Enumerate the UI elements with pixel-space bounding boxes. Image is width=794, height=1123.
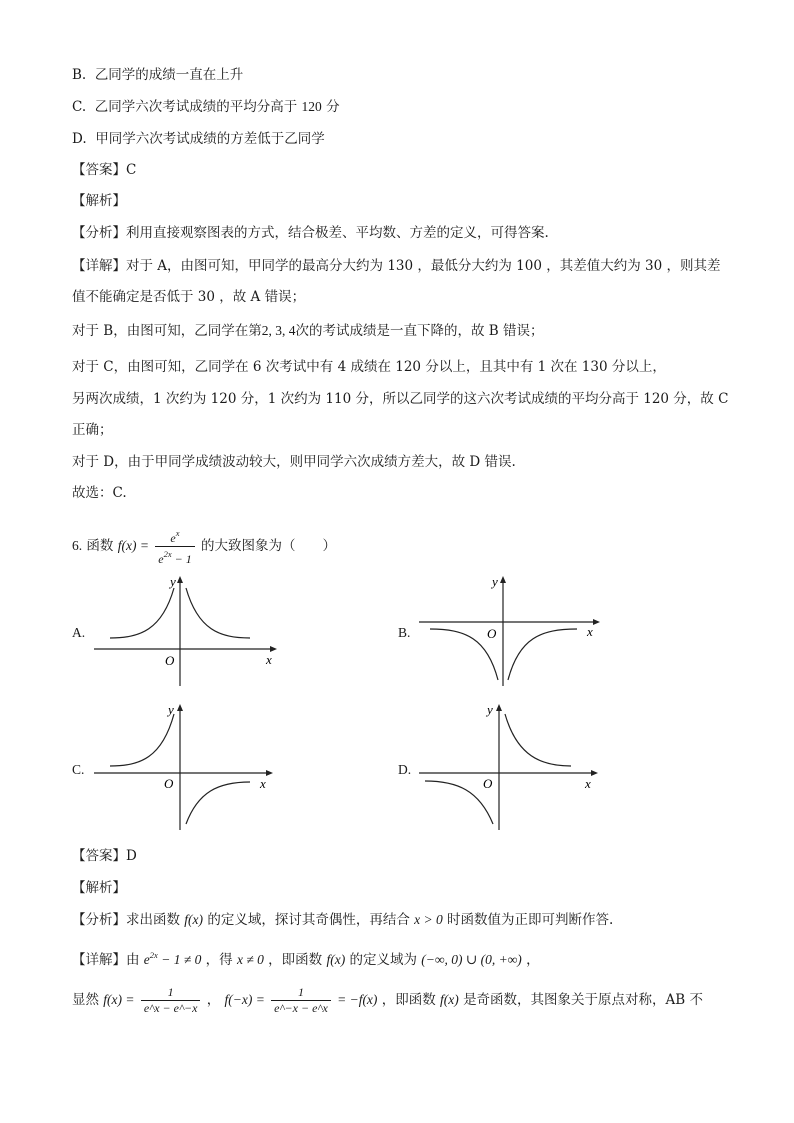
curve-right — [186, 782, 250, 824]
graph-a-label: A. — [72, 625, 86, 640]
detail-text: 对于 C，由图可知，乙同学在 6 次考试中有 4 成绩在 120 分以上，且其中有 1 次在 130 分以上， — [72, 359, 666, 375]
q5-detail-line-1 — [72, 257, 721, 275]
y-axis-arrow — [500, 576, 506, 583]
q5-answer — [72, 161, 136, 179]
q6-detail-line-1 — [72, 946, 540, 969]
detail-text: ，即函数 — [381, 992, 436, 1008]
detail-text: 的定义域为 — [349, 952, 417, 968]
x-axis-arrow — [591, 770, 598, 776]
fraction-denominator: e^x − e^−x — [141, 1000, 201, 1016]
graph-d-label: D. — [398, 762, 412, 777]
function-name: f(x) — [184, 912, 204, 927]
origin-label: O — [164, 776, 174, 791]
detail-text: 是奇函数，其图象关于原点对称，AB 不 — [463, 992, 704, 1008]
option-number: 120 — [301, 99, 322, 114]
y-axis-arrow — [496, 704, 502, 711]
stem-text: 的大致图象为（ ） — [201, 538, 336, 554]
detail-text: 对于 A，由图可知，甲同学的最高分大约为 130 ，最低分大约为 100 ，其差值大约为 30 ，则其差 — [126, 258, 721, 274]
detail-text: 对于 B，由图可知，乙同学在第 — [72, 323, 262, 339]
fraction-numerator: 1 — [297, 985, 304, 999]
option-b — [72, 66, 243, 84]
fraction-2 — [271, 985, 331, 1016]
detail-text: 值不能确定是否低于 30 ，故 A 错误； — [72, 289, 306, 305]
graph-c-label: C. — [72, 762, 85, 777]
option-c — [72, 98, 340, 116]
graph-d — [415, 700, 605, 832]
option-text: 乙同学的成绩一直在上升 — [94, 67, 244, 83]
curve-right — [505, 714, 571, 766]
q5-detail-line-2 — [72, 288, 305, 306]
y-axis-arrow — [177, 576, 183, 583]
answer-tag: 【答案】 — [72, 848, 126, 864]
option-unit: 分 — [326, 99, 340, 115]
q5-analysis-heading — [72, 192, 126, 210]
fraction-denominator: e^−x − e^x — [271, 1000, 331, 1016]
q6-detail-line-2 — [72, 985, 703, 1016]
option-d — [72, 130, 325, 148]
x-label: x — [587, 624, 593, 639]
graph-b — [415, 572, 605, 690]
q5-detail-line-6 — [72, 421, 113, 439]
q5-detail-line-3 — [72, 322, 543, 340]
curve-right — [508, 629, 577, 680]
curve-left — [110, 714, 174, 766]
fenxi-text: 求出函数 — [126, 912, 180, 928]
function-expression: f(−x) = — [224, 992, 265, 1007]
fenxi-text: 时函数值为正即可判断作答. — [447, 912, 614, 928]
domain-interval: (−∞, 0) ∪ (0, +∞) — [421, 952, 522, 967]
q5-detail-line-4 — [72, 358, 666, 376]
x-label: x — [585, 776, 591, 791]
condition: x ≠ 0 — [236, 952, 264, 967]
answer-tag: 【答案】 — [72, 162, 126, 178]
option-text: 乙同学六次考试成绩的平均分高于 — [94, 99, 298, 115]
answer-value: D — [126, 848, 137, 864]
option-letter: C. — [72, 99, 87, 115]
function-expression: f(x) = — [103, 992, 135, 1007]
x-label: x — [260, 776, 266, 791]
fraction-1 — [141, 985, 201, 1016]
q5-detail-line-7 — [72, 453, 516, 471]
option-text: 甲同学六次考试成绩的方差低于乙同学 — [95, 131, 325, 147]
fraction-numerator: $e^x$ — [170, 528, 180, 545]
detail-text: 另两次成绩，1 次约为 120 分，1 次约为 110 分，所以乙同学的这六次考试成绩的平均分高于 120 分，故 C — [72, 391, 729, 407]
detail-text: 正确； — [72, 422, 113, 438]
function-fraction — [155, 526, 194, 567]
curve-left — [110, 588, 174, 638]
condition: x > 0 — [414, 912, 443, 927]
graph-b-label: B. — [398, 625, 411, 640]
origin-label: O — [487, 626, 497, 641]
detail-text: 次的考试成绩是一直下降的，故 B 错误； — [295, 323, 544, 339]
detail-number: 2, 3, 4 — [261, 323, 296, 338]
xiangjie-tag: 【详解】 — [72, 258, 126, 274]
function-name: f(x) — [326, 952, 346, 967]
detail-text: ， — [206, 992, 221, 1008]
detail-text: ，得 — [205, 952, 233, 968]
analysis-tag: 【解析】 — [72, 193, 126, 209]
detail-text: ， — [526, 952, 540, 968]
fenxi-text: 的定义域，探讨其奇偶性，再结合 — [207, 912, 410, 928]
xiangjie-tag: 【详解】 — [72, 952, 126, 968]
y-axis-arrow — [177, 704, 183, 711]
curve-right — [186, 588, 250, 638]
option-letter: B. — [72, 67, 87, 83]
q5-fenxi — [72, 224, 549, 242]
function-name: f(x) = — [117, 538, 149, 553]
x-label: x — [266, 652, 272, 667]
graph-c — [90, 700, 280, 832]
q6-fenxi — [72, 911, 613, 929]
inequality: $e^{2x} - 1 \ne 0$ — [143, 950, 202, 967]
detail-text: 由 — [126, 952, 140, 968]
fraction-denominator: $e^{2x} - 1$ — [155, 546, 194, 567]
q6-stem — [72, 526, 336, 567]
graph-a — [90, 572, 280, 690]
q5-conclusion — [72, 484, 127, 502]
origin-label: O — [483, 776, 493, 791]
fenxi-text: 利用直接观察图表的方式，结合极差、平均数、方差的定义，可得答案. — [126, 225, 549, 241]
x-axis-arrow — [593, 619, 600, 625]
answer-value: C — [126, 162, 137, 178]
x-axis-arrow — [266, 770, 273, 776]
origin-label: O — [165, 653, 175, 668]
conclusion-text: 故选：C. — [72, 485, 127, 501]
detail-text: ，即函数 — [268, 952, 323, 968]
detail-text: 对于 D，由于甲同学成绩波动较大，则甲同学六次成绩方差大，故 D 错误. — [72, 454, 516, 470]
y-label: y — [487, 702, 493, 717]
detail-text: 显然 — [72, 992, 99, 1008]
analysis-tag: 【解析】 — [72, 880, 126, 896]
function-expression: = −f(x) — [337, 992, 378, 1007]
option-letter: D. — [72, 131, 87, 147]
y-label: y — [170, 574, 176, 589]
y-label: y — [168, 702, 174, 717]
stem-text: 函数 — [86, 538, 114, 554]
y-label: y — [492, 574, 498, 589]
function-name: f(x) — [440, 992, 459, 1007]
fenxi-tag: 【分析】 — [72, 225, 126, 241]
q6-analysis-heading — [72, 879, 126, 897]
q6-answer — [72, 847, 137, 865]
q5-detail-line-5 — [72, 390, 728, 408]
fraction-numerator: 1 — [167, 985, 174, 999]
question-number: 6. — [72, 538, 83, 553]
fenxi-tag: 【分析】 — [72, 912, 126, 928]
